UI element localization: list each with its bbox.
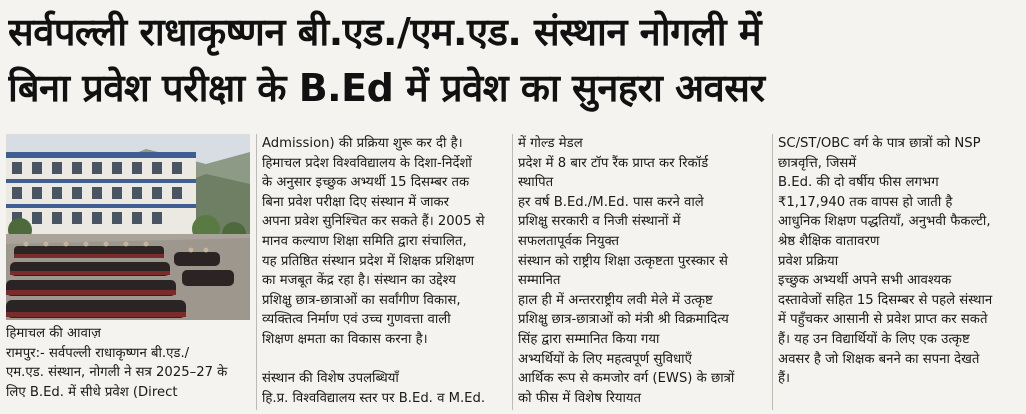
article-line: व्यक्तित्व निर्माण एवं उच्च गुणवत्ता वाली [262,312,451,328]
article-column-2 [262,134,506,408]
article-line: अवसर है जो शिक्षक बनने का सपना देखते [778,351,980,367]
article-column-3 [518,134,766,408]
article-line: सिंह द्वारा सम्मानित किया गया [518,331,660,347]
headline [8,4,1020,116]
article-line [262,350,506,370]
article-line: सफलतापूर्वक नियुक्त [518,233,620,249]
article-line: में गोल्ड मेडल [518,136,583,151]
article-line: लिए B.Ed. में सीधे प्रवेश (Direct [6,384,178,400]
section-heading-admission-process: प्रवेश प्रक्रिया [778,253,839,269]
article-line: हर वर्ष B.Ed./M.Ed. पास करने वाले [518,194,704,210]
article-line: इच्छुक अभ्यर्थी अपने सभी आवश्यक [778,273,952,289]
article-line: हिमाचल प्रदेश विश्वविद्यालय के दिशा-निर्देशों [262,155,472,171]
article-line: के अनुसार इच्छुक अभ्यर्थी 15 दिसम्बर तक [262,175,470,191]
article-line: हैं। यह उन विद्यार्थियों के लिए एक उत्कृष्ट [778,331,970,347]
article-line: आधुनिक शिक्षण पद्धतियाँ, अनुभवी फैकल्टी, [778,214,991,230]
article-line: SC/ST/OBC वर्ग के पात्र छात्रों को NSP [778,136,981,151]
article-column-1 [6,134,250,402]
article-line: को फीस में विशेष रियायत [518,390,642,406]
article-line: प्रशिक्षु छात्र-छात्राओं को मंत्री श्री विक्रमादित्य [518,312,729,328]
article-line: हि.प्र. विश्वविद्यालय स्तर पर B.Ed. व M.Ed. [262,390,486,406]
article-line: मानव कल्याण शिक्षा समिति द्वारा संचालित, [262,233,467,249]
article-line: हिमाचल की आवाज़ [6,326,101,341]
article-text-col-1 [6,324,250,402]
article-line: यह प्रतिष्ठित संस्थान प्रदेश में शिक्षक प्रशिक्षण [262,253,475,269]
institute-photo-illustration [6,134,250,320]
article-line: का मजबूत केंद्र रहा है। संस्थान का उद्देश्य [262,273,456,289]
article-line: में पहुँचकर आसानी से प्रवेश प्राप्त कर सकते [778,312,988,328]
article-line: हैं। [778,371,791,387]
article-line: B.Ed. की दो वर्षीय फीस लगभग [778,175,939,191]
article-line: प्रशिक्षु सरकारी व निजी संस्थानों में [518,214,681,230]
article-line: छात्रवृत्ति, जिसमें [778,155,857,171]
section-heading-achievements: संस्थान की विशेष उपलब्धियाँ [262,371,399,387]
article-line: दस्तावेजों सहित 15 दिसम्बर से पहले संस्थान [778,292,993,308]
article-line: श्रेष्ठ शैक्षिक वातावरण [778,233,880,249]
article-line: ₹1,17,940 तक वापस हो जाती है [778,194,953,210]
article-line: संस्थान को राष्ट्रीय शिक्षा उत्कृष्टता पुरस्कार से [518,253,728,269]
article-line: Admission) की प्रक्रिया शुरू कर दी है। [262,136,463,151]
headline-line-2: बिना प्रवेश परीक्षा के B.Ed में प्रवेश का सुनहरा अवसर [8,66,765,110]
article-line: बिना प्रवेश परीक्षा दिए संस्थान में जाकर [262,194,450,210]
article-line: आर्थिक रूप से कमजोर वर्ग (EWS) के छात्रों [518,371,735,387]
headline-line-1: सर्वपल्ली राधाकृष्णन बी.एड./एम.एड. संस्थान नोगली में [8,10,762,54]
news-photo-institute-assembly [6,134,250,320]
article-line: स्थापित [518,175,554,191]
article-line: हाल ही में अन्तरराष्ट्रीय लवी मेले में उत्कृष्ट [518,292,713,308]
article-line: शिक्षण क्षमता का विकास करना है। [262,331,428,347]
article-line: रामपुर:- सर्वपल्ली राधाकृष्णन बी.एड./ [6,345,190,361]
article-line: प्रशिक्षु छात्र-छात्राओं का सर्वांगीण विकास, [262,292,461,308]
column-divider [772,134,773,410]
article-column-4 [778,134,1022,389]
article-line: अपना प्रवेश सुनिश्चित कर सकते हैं। 2005 से [262,214,485,230]
column-divider [256,134,257,410]
article-line: सम्मानित [518,273,561,289]
article-line: प्रदेश में 8 बार टॉप रैंक प्राप्त कर रिकॉर्ड [518,155,709,171]
section-heading-facilities: अभ्यर्थियों के लिए महत्वपूर्ण सुविधाएँ [518,351,692,367]
column-divider [512,134,513,410]
article-line: एम.एड. संस्थान, नोगली ने सत्र 2025–27 के [6,365,228,381]
